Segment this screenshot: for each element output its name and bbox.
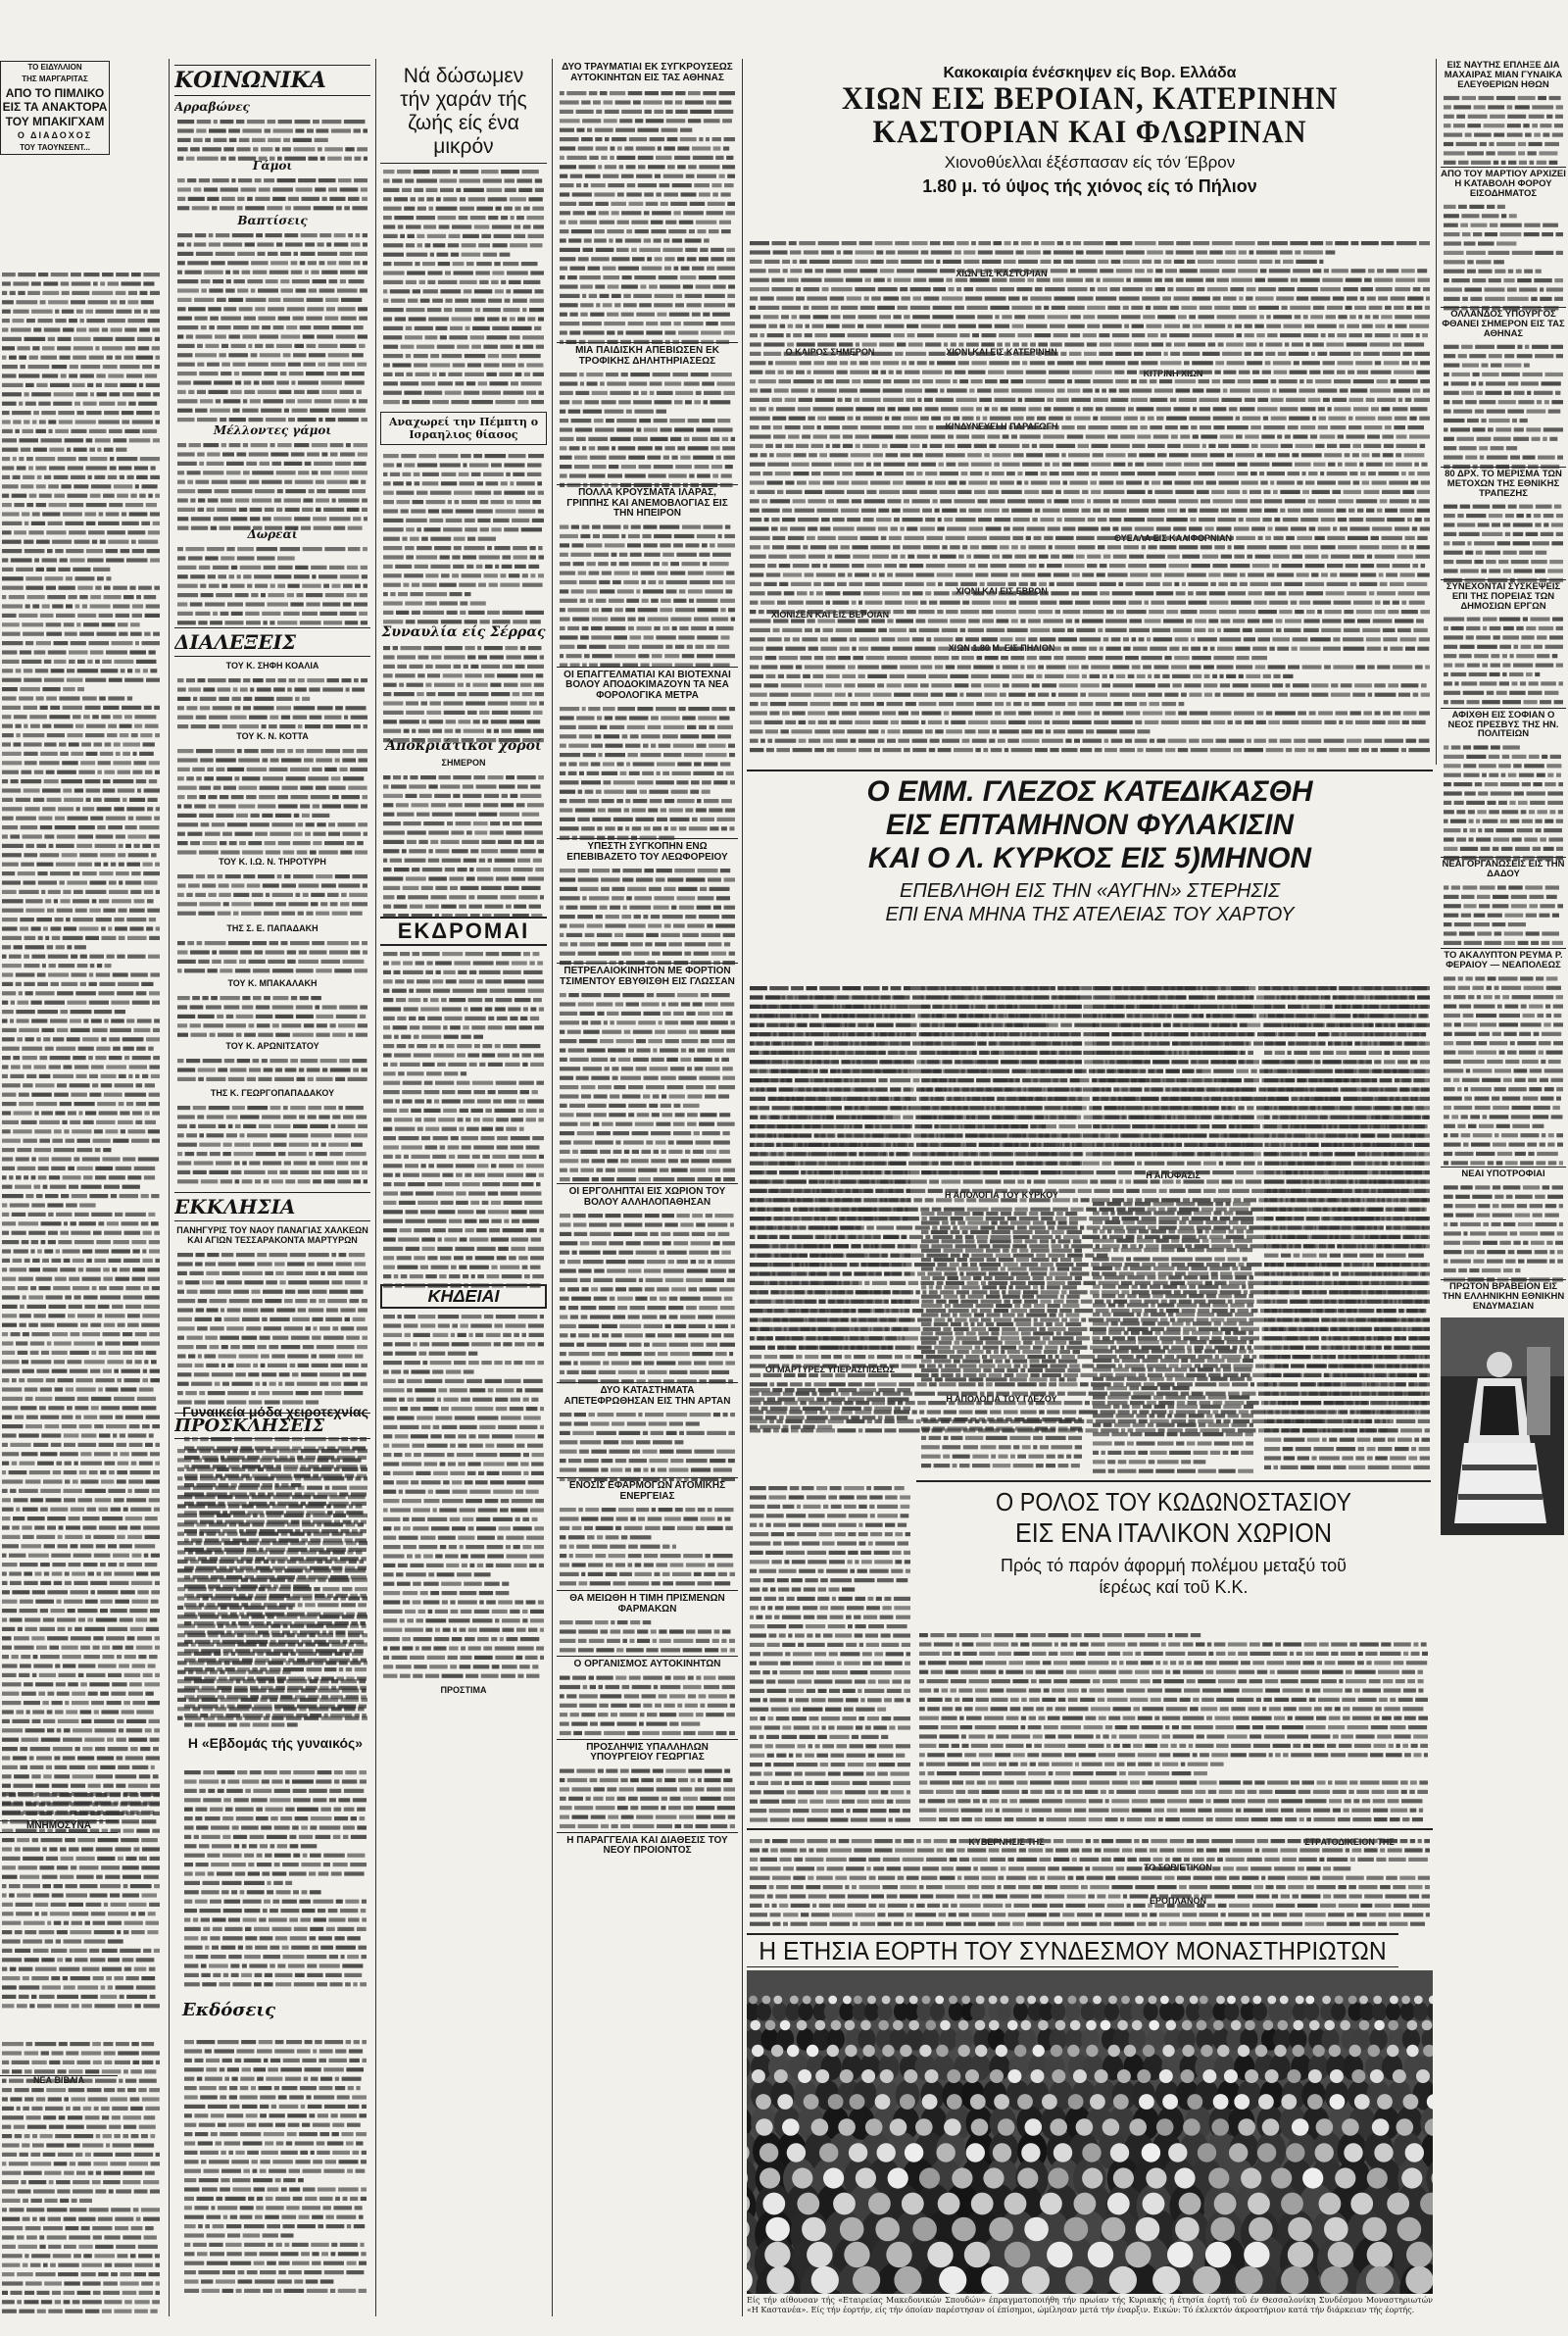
left-strip-text-blocks (0, 61, 167, 2315)
fine-heading: ΠΡΟΣΤΙΜΑ (380, 1685, 547, 1695)
womens-week-title: Η «Εβδομάς τής γυναικός» (182, 1735, 368, 1751)
baptisms-heading: Βαπτίσεις (174, 214, 370, 227)
text-line (750, 1790, 910, 1794)
column-rule (375, 59, 376, 2316)
column-rule (169, 59, 170, 2316)
text-line (1093, 1469, 1253, 1473)
womens-week-block (182, 1735, 368, 1751)
text-line (750, 1781, 910, 1785)
right-text-2 (1441, 199, 1566, 307)
brief-plane: ΕΡΟΠΛΑΝΟΝ (1095, 1896, 1261, 1906)
right-text-9 (1441, 1179, 1566, 1279)
text-line (750, 1551, 910, 1555)
news-head-1: ΔΥΟ ΤΡΑΥΜΑΤΙΑΙ ΕΚ ΣΥΓΚΡΟΥΣΕΩΣ ΑΥΤΟΚΙΝΗΤΩΝ ΕΙΣ ΤΑΣ ΑΘΗΝΑΣ (557, 63, 738, 83)
lecture-2-text (174, 743, 370, 853)
lecture-5-heading: ΤΟΥ Κ. ΜΠΑΚΑΛΑΚΗ (174, 978, 370, 988)
lecture-6-text (174, 1053, 370, 1084)
column-social (174, 61, 370, 2316)
snow-subhead-1: Χιονοθύελλαι έξέσπασαν είς τόν Έβρον (747, 153, 1433, 173)
text-line (750, 1633, 910, 1637)
brief-government: ΚΥΒΕΡΝΗΣΙΣ ΤΗΣ (923, 1837, 1090, 1847)
lecture-3-heading: ΤΟΥ Κ. Ι.Ω. Ν. ΤΗΡΟΤΥΡΗ (174, 857, 370, 867)
glezos-story-body (747, 980, 1433, 1431)
church-title: ΕΚΚΛΗΣΙΑ (174, 1192, 370, 1221)
funerals-title: ΚΗΔΕΙΑΙ (380, 1284, 547, 1309)
right-head-7: ΝΕΑΙ ΟΡΓΑΝΩΣΕΙΣ ΕΙΣ ΤΗΝ ΔΑΔΟΥ (1441, 857, 1566, 879)
baptisms-text (174, 227, 370, 423)
future-weddings-heading: Μέλλοντες γάμοι (174, 423, 370, 437)
lecture-7-heading: ΤΗΣ Κ. ΓΕΩΡΓΟΠΑΠΑΔΑΚΟΥ (174, 1088, 370, 1098)
strip-section-books (0, 2075, 118, 2085)
glezos-headline-3: ΚΑΙ Ο Λ. ΚΥΡΚΟΣ ΕΙΣ 5)ΜΗΝΟΝ (747, 842, 1433, 875)
donations-heading: Δωρεαί (174, 527, 370, 541)
strip-section-title-2: ΝΕΑ ΒΙΒΛΙΑ (0, 2075, 118, 2085)
news-head-8: ΔΥΟ ΚΑΤΑΣΤΗΜΑΤΑ ΑΠΕΤΕΦΡΩΘΗΣΑΝ ΕΙΣ ΤΗΝ ΑΡΤΑΝ (557, 1382, 738, 1407)
social-title: ΚΟΙΝΩΝΙΚΑ (174, 65, 370, 96)
snow-headline-1: ΧΙΩΝ ΕΙΣ ΒΕΡΟΙΑΝ, ΚΑΤΕΡΙΝΗΝ (774, 82, 1405, 116)
figure-skirt-band (1462, 1465, 1537, 1470)
text-line (750, 1597, 910, 1601)
news-text-2 (557, 367, 738, 484)
strip-line-5: ΤΟΥ ΜΠΑΚΙΓΧΑΜ (1, 115, 109, 129)
glezos-headline-2: ΕΙΣ ΕΠΤΑΜΗΝΟΝ ΦΥΛΑΚΙΣΙΝ (747, 809, 1433, 842)
snow-section-7: ΚΙΤΡΙΝΗ ΧΙΩΝ (1090, 369, 1256, 378)
left-strip (0, 61, 167, 2316)
text-line (750, 1763, 910, 1766)
engagements-text (174, 114, 370, 159)
lecture-1-text (174, 672, 370, 727)
news-text-9 (557, 1502, 738, 1590)
column-right (1441, 61, 1566, 2316)
carnival-dances-today: ΣΗΜΕΡΟΝ (380, 758, 547, 768)
weddings-heading: Γάμοι (174, 159, 370, 173)
crowd-photo (747, 1970, 1433, 2294)
text-line (750, 1725, 910, 1729)
lecture-4-heading: ΤΗΣ Σ. Ε. ΠΑΠΑΔΑΚΗ (174, 923, 370, 933)
snow-kicker: Κακοκαιρία ένέσκηψεν είς Βορ. Ελλάδα (747, 65, 1433, 82)
news-head-7: ΟΙ ΕΡΓΟΛΗΠΤΑΙ ΕΙΣ ΧΩΡΙΟΝ ΤΟΥ ΒΟΛΟΥ ΑΛΛΗΛΟΠΑΘΗΣΑΝ (557, 1183, 738, 1208)
snow-headline-2: ΚΑΣΤΟΡΙΑΝ ΚΑΙ ΦΛΩΡΙΝΑΝ (774, 116, 1405, 149)
right-head-8: ΤΟ ΑΚΑΛΥΠΤΟΝ ΡΕΥΜΑ Ρ. ΦΕΡΑΙΟΥ — ΝΕΑΠΟΛΕΩΣ (1441, 948, 1566, 970)
right-text-3 (1441, 339, 1566, 467)
lecture-5-text (174, 990, 370, 1037)
publications-block (182, 2000, 368, 2020)
theatre-ad-title: Αναχωρεί την Πέμπτη ο Ισραηλιος θίασος (380, 412, 547, 445)
text-line (1264, 1456, 1430, 1460)
news-head-4: ΟΙ ΕΠΑΓΓΕΛΜΑΤΙΑΙ ΚΑΙ ΒΙΟΤΕΧΝΑΙ ΒΟΛΟΥ ΑΠΟΔΟΚΙΜΑΖΟΥΝ ΤΑ ΝΕΑ ΦΟΡΟΛΟΓΙΚΑ ΜΕΤΡΑ (557, 667, 738, 702)
church-heading: ΠΑΝΗΓΥΡΙΣ ΤΟΥ ΝΑΟΥ ΠΑΝΑΓΙΑΣ ΧΑΛΚΕΩΝ ΚΑΙ ΑΓΙΩΝ ΤΕΣΣΑΡΑΚΟΝΤΑ ΜΑΡΤΥΡΩΝ (174, 1225, 370, 1245)
brief-court: ΣΤΡΑΤΟΔΙΚΕΙΟΝ ΤΗΣ (1266, 1837, 1433, 1847)
column-culture (380, 61, 547, 2316)
costume-photo (1441, 1317, 1564, 1535)
strip-line-4: ΕΙΣ ΤΑ ΑΝΑΚΤΟΡΑ (1, 100, 109, 115)
donations-text (174, 541, 370, 623)
text-line (921, 1455, 1082, 1459)
figure-vest (1480, 1386, 1519, 1435)
news-head-2: ΜΙΑ ΠΑΙΔΙΣΚΗ ΑΠΕΒΙΩΣΕΝ ΕΚ ΤΡΟΦΙΚΗΣ ΔΗΛΗΤΗΡΙΑΣΕΩΣ (557, 342, 738, 367)
text-line (1093, 1432, 1253, 1436)
text-line (750, 1541, 908, 1545)
theatre-text (380, 448, 547, 624)
news-head-6: ΠΕΤΡΕΛΑΙΟΚΙΝΗΤΟΝ ΜΕ ΦΟΡΤΙΟΝ ΤΣΙΜΕΝΤΟΥ ΕΒΥΘΙΣΘΗ ΕΙΣ ΓΛΩΣΣΑΝ (557, 963, 738, 987)
text-line (1093, 1460, 1205, 1464)
column-rule (742, 59, 743, 2316)
glezos-subhead-2: ΕΠΙ ΕΝΑ ΜΗΝΑ ΤΗΣ ΑΤΕΛΕΙΑΣ ΤΟΥ ΧΑΡΤΟΥ (747, 903, 1433, 926)
text-line (750, 1817, 910, 1821)
snow-story-body (747, 235, 1433, 755)
text-line (750, 1809, 910, 1813)
fashion-block (182, 1404, 368, 1419)
text-line (750, 1560, 910, 1564)
right-text-8 (1441, 970, 1566, 1167)
right-head-3: ΟΛΛΑΝΔΟΣ ΥΠΟΥΡΓΟΣ ΦΘΑΝΕΙ ΣΗΜΕΡΟΝ ΕΙΣ ΤΑΣ ΑΘΗΝΑΣ (1441, 307, 1566, 339)
text-line (750, 1505, 909, 1509)
text-line (750, 1689, 910, 1693)
text-line (750, 1624, 907, 1628)
lecture-6-heading: ΤΟΥ Κ. ΑΡΩΝΙΤΣΑΤΟΥ (174, 1041, 370, 1051)
right-head-6: ΑΦΙΧΘΗ ΕΙΣ ΣΟΦΙΑΝ Ο ΝΕΟΣ ΠΡΕΣΒΥΣ ΤΗΣ ΗΝ. ΠΟΛΙΤΕΙΩΝ (1441, 708, 1566, 740)
text-line (750, 1514, 908, 1517)
bell-headline-1: Ο ΡΟΛΟΣ ΤΟΥ ΚΩΔΩΝΟΣΤΑΣΙΟΥ (942, 1486, 1405, 1517)
snow-section-2: ΚΙΝΔΥΝΕΥΕΙ Η ΠΑΡΑΓΩΓΗ (918, 422, 1085, 431)
strip-section-title-1: ΜΝΗΜΟΣΥΝΑ (0, 1820, 118, 1833)
strip-section-mnimosyna (0, 1820, 118, 1833)
concert-title: Συναυλία είς Σέρρας (380, 624, 547, 640)
lecture-3-text (174, 869, 370, 919)
excursions-title: ΕΚΔΡΟΜΑΙ (380, 917, 547, 946)
right-head-2: ΑΠΟ ΤΟΥ ΜΑΡΤΙΟΥ ΑΡΧΙΖΕΙ Η ΚΑΤΑΒΟΛΗ ΦΟΡΟΥ ΕΙΣΟΔΗΜΑΤΟΣ (1441, 167, 1566, 199)
news-head-12: ΠΡΟΣΛΗΨΙΣ ΥΠΑΛΛΗΛΩΝ ΥΠΟΥΡΓΕΙΟΥ ΓΕΩΡΓΙΑΣ (557, 1739, 738, 1764)
news-head-9: ΕΝΟΣΙΣ ΕΦΑΡΜΟΓΩΝ ΑΤΟΜΙΚΗΣ ΕΝΕΡΓΕΙΑΣ (557, 1477, 738, 1502)
text-line (1264, 1447, 1430, 1451)
right-head-5: ΣΥΝΕΧΟΝΤΑΙ ΣΥΣΚΕΨΕΙΣ ΕΠΙ ΤΗΣ ΠΟΡΕΙΑΣ ΤΩΝ ΔΗΜΟΣΙΩΝ ΕΡΓΩΝ (1441, 579, 1566, 612)
photo-caption: Είς τήν αίθουσαν τής «Εταιρείας Μακεδονικών Σπουδών» έπραγματοποιήθη τήν πρωίαν τής Κυριακής ή έτησία έορτή τοῦ έν Θεσσαλονίκη Συνδέσμου Μοναστηριωτών «Η Καστανέα». Είς τήν έορτήν, είς τήν όποίαν παρέστησαν οί έπίσημοι, ώμίλησαν μετά τήν έναρξιν. Εικών: Τό έκλεκτόν άκροατήριον κατά τήν διάρκειαν τής έορτής. (747, 2296, 1433, 2315)
lecture-2-heading: ΤΟΥ Κ. Ν. ΚΟΤΤΑ (174, 731, 370, 741)
text-line (750, 1679, 910, 1683)
snow-subhead-2: 1.80 μ. τό ύψος τής χιόνος είς τό Πήλιον (747, 176, 1433, 197)
strip-line-2: ΤΗΣ ΜΑΡΓΑΡΙΤΑΣ (1, 74, 109, 85)
glezos-section-2: Η ΑΠΟΦΑΣΙΣ (1090, 1170, 1256, 1180)
lectures-title: ΔΙΑΛΕΞΕΙΣ (174, 627, 370, 657)
news-text-10 (557, 1615, 738, 1656)
text-line (1264, 1438, 1430, 1442)
news-head-3: ΠΟΛΛΑ ΚΡΟΥΣΜΑΤΑ ΙΛΑΡΑΣ, ΓΡΙΠΠΗΣ ΚΑΙ ΑΝΕΜΟΒΛΟΓΙΑΣ ΕΙΣ ΤΗΝ ΗΠΕΙΡΟΝ (557, 484, 738, 520)
section-rule (747, 1828, 1433, 1830)
snow-section-4: ΧΙΩΝ 1.80 Μ. ΕΙΣ ΠΗΛΙΟΝ (918, 643, 1085, 653)
right-text-6 (1441, 739, 1566, 857)
text-line (750, 1716, 910, 1720)
text-line (750, 1708, 886, 1712)
right-head-1: ΕΙΣ ΝΑΥΤΗΣ ΕΠΛΗΞΕ ΔΙΑ ΜΑΧΑΙΡΑΣ ΜΙΑΝ ΓΥΝΑΙΚΑ ΕΛΕΥΘΕΡΙΩΝ ΗΘΩΝ (1441, 61, 1566, 90)
glezos-section-3: Η ΑΠΟΛΟΓΙΑ ΤΟΥ ΓΛΕΖΟΥ (918, 1394, 1085, 1404)
text-line (921, 1436, 1082, 1440)
bell-subhead: Πρός τό παρόν άφορμή πολέμου μεταξύ τοῦ ίερέως καί τοῦ Κ.Κ. (916, 1555, 1431, 1598)
text-line (1093, 1451, 1253, 1455)
text-line (750, 1652, 910, 1656)
photo-background-figure (1527, 1347, 1550, 1435)
carnival-dances-text (380, 770, 547, 917)
strip-line-7: ΤΟΥ ΤΑΟΥΝΣΕΝΤ... (1, 142, 109, 154)
news-head-11: Ο ΟΡΓΑΝΙΣΜΟΣ ΑΥΤΟΚΙΝΗΤΩΝ (557, 1656, 738, 1670)
news-text-4 (557, 701, 738, 838)
news-head-5: ΥΠΕΣΤΗ ΣΥΓΚΟΠΗΝ ΕΝΩ ΕΠΕΒΙΒΑΖΕΤΟ ΤΟΥ ΛΕΩΦΟΡΕΙΟΥ (557, 838, 738, 863)
news-head-13: Η ΠΑΡΑΓΓΕΛΙΑ ΚΑΙ ΔΙΑΘΕΣΙΣ ΤΟΥ ΝΕΟΥ ΠΡΟΙΟΝΤΟΣ (557, 1832, 738, 1857)
brief-soviet: ΤΟ ΣΟΒΙΕΤΙΚΟΝ (1095, 1863, 1261, 1872)
figure-skirt-band (1458, 1494, 1543, 1500)
news-text-6 (557, 987, 738, 1183)
news-text-1 (557, 85, 738, 342)
engagements-heading: Αρραβώνες (174, 100, 370, 114)
concert-text (380, 640, 547, 738)
text-line (750, 1486, 905, 1490)
briefs-row (747, 1833, 1433, 1927)
text-line (750, 1698, 910, 1702)
glezos-headline-block (747, 770, 1433, 926)
text-line (750, 1670, 910, 1674)
figure-head (1487, 1352, 1512, 1377)
right-head-10: ΠΡΩΤΟΝ ΒΡΑΒΕΙΟΝ ΕΙΣ ΤΗΝ ΕΛΛΗΝΙΚΗΝ ΕΘΝΙΚΗΝ ΕΝΔΥΜΑΣΙΑΝ (1441, 1279, 1566, 1312)
future-weddings-text (174, 437, 370, 527)
glezos-subhead-1: ΕΠΕΒΛΗΘΗ ΕΙΣ ΤΗΝ «ΑΥΓΗΝ» ΣΤΕΡΗΣΙΣ (747, 879, 1433, 903)
right-text-5 (1441, 612, 1566, 708)
bell-headline-block (916, 1480, 1431, 1598)
text-line (750, 1569, 910, 1573)
bell-story-body (916, 1627, 1431, 1823)
strip-line-1: ΤΟ ΕΙΔΥΛΛΙΟΝ (1, 62, 109, 74)
lecture-7-text (174, 1100, 370, 1188)
text-line (750, 1532, 910, 1536)
crowd-photo-image (747, 1970, 1433, 2294)
text-line (750, 1744, 910, 1748)
glezos-headline-1: Ο ΕΜΜ. ΓΛΕΖΟΣ ΚΑΤΕΔΙΚΑΣΘΗ (747, 775, 1433, 809)
column-rule (552, 59, 553, 2316)
text-line (750, 1578, 907, 1582)
text-line (750, 1606, 910, 1610)
text-line (1264, 1466, 1430, 1469)
glezos-section-0: ΟΙ ΜΑΡΤΥΡΕΣ ΥΠΕΡΑΣΠΙΣΕΩΣ (747, 1365, 913, 1374)
text-line (750, 1662, 910, 1665)
church-text (174, 1247, 370, 1409)
text-line (750, 1754, 905, 1758)
snow-section-6: ΧΙΩΝ ΕΙΣ ΚΑΣΤΟΡΙΑΝ (918, 269, 1085, 278)
text-line (750, 1587, 855, 1591)
news-text-3 (557, 520, 738, 667)
strip-line-6: Ο ΔΙΑΔΟΧΟΣ (1, 129, 109, 142)
strip-line-3: ΑΠΟ ΤΟ ΠΙΜΛΙΚΟ (1, 86, 109, 101)
text-line (750, 1615, 910, 1619)
news-text-11 (557, 1670, 738, 1739)
text-line (921, 1445, 1082, 1449)
lecture-1-heading: ΤΟΥ Κ. ΣΗΦΗ ΚΟΑΛΙΑ (174, 661, 370, 671)
photo-story-title: Η ΕΤΗΣΙΑ ΕΟΡΤΗ ΤΟΥ ΣΥΝΔΕΣΜΟΥ ΜΟΝΑΣΤΗΡΙΩΤΩΝ (747, 1933, 1398, 1967)
weddings-text (174, 173, 370, 214)
column-rule (1436, 59, 1437, 765)
charity-text (380, 164, 547, 409)
right-text-4 (1441, 499, 1566, 579)
right-text-1 (1441, 90, 1566, 167)
snow-section-5: ΧΙΟΝΙΣΕΝ ΚΑΙ ΕΙΣ ΒΕΡΟΙΑΝ (747, 610, 913, 620)
news-text-7 (557, 1208, 738, 1382)
invitations-title: ΠΡΟΣΚΛΗΣΕΙΣ (174, 1413, 370, 1439)
column-news (557, 61, 738, 2316)
snow-section-3: ΧΙΟΝΙ ΚΑΙ ΕΙΣ ΕΒΡΟΝ (918, 586, 1085, 596)
text-line (921, 1464, 1080, 1467)
text-line (750, 1643, 910, 1647)
bell-headline-2: ΕΙΣ ΕΝΑ ΙΤΑΛΙΚΟΝ ΧΩΡΙΟΝ (942, 1517, 1405, 1549)
text-line (750, 1495, 910, 1499)
carnival-dances-title: Άποκριάτικοι χοροί (380, 738, 547, 754)
snow-banner (747, 65, 1433, 197)
excursions-text (380, 946, 547, 1284)
snow-section-8: ΘΥΕΛΛΑ ΕΙΣ ΚΑΛΙΦΟΡΝΙΑΝ (1090, 533, 1256, 543)
lecture-4-text (174, 935, 370, 974)
right-head-9: ΝΕΑΙ ΥΠΟΤΡΟΦΙΑΙ (1441, 1167, 1566, 1179)
right-head-4: 80 ΔΡΧ. ΤΟ ΜΕΡΙΣΜΑ ΤΩΝ ΜΕΤΟΧΩΝ ΤΗΣ ΕΘΝΙΚΗΣ ΤΡΑΠΕΖΗΣ (1441, 467, 1566, 499)
figure-skirt (1454, 1443, 1546, 1523)
text-line (750, 1735, 888, 1739)
news-text-5 (557, 863, 738, 963)
news-head-10: ΘΑ ΜΕΙΩΘΗ Η ΤΙΜΗ ΠΡΙΣΜΕΝΩΝ ΦΑΡΜΑΚΩΝ (557, 1590, 738, 1615)
glezos-section-1: Η ΑΠΟΛΟΓΙΑ ΤΟΥ ΚΥΡΚΟΥ (918, 1190, 1085, 1200)
funerals-text (380, 1309, 547, 1681)
text-line (750, 1800, 910, 1804)
costume-photo-image (1441, 1317, 1564, 1535)
news-text-8 (557, 1407, 738, 1477)
snow-section-1: ΧΙΟΝΙ ΚΑΙ ΕΙΣ ΚΑΤΕΡΙΝΗΝ (918, 347, 1085, 357)
right-text-7 (1441, 879, 1566, 948)
news-text-12 (557, 1764, 738, 1832)
invitations-text (174, 1443, 370, 1717)
text-line (1093, 1441, 1253, 1445)
snow-section-0: Ο ΚΑΙΡΟΣ ΣΗΜΕΡΟΝ (747, 347, 913, 357)
text-line (750, 1771, 909, 1775)
charity-box-title: Νά δώσωμεν τήν χαράν τής ζωής είς ένα μικρόν (380, 61, 547, 164)
publications-title: Εκδόσεις (182, 2000, 368, 2020)
fashion-title: Γυναικεία μόδα χειροτεχνίας (182, 1404, 368, 1419)
text-line (750, 1523, 906, 1527)
